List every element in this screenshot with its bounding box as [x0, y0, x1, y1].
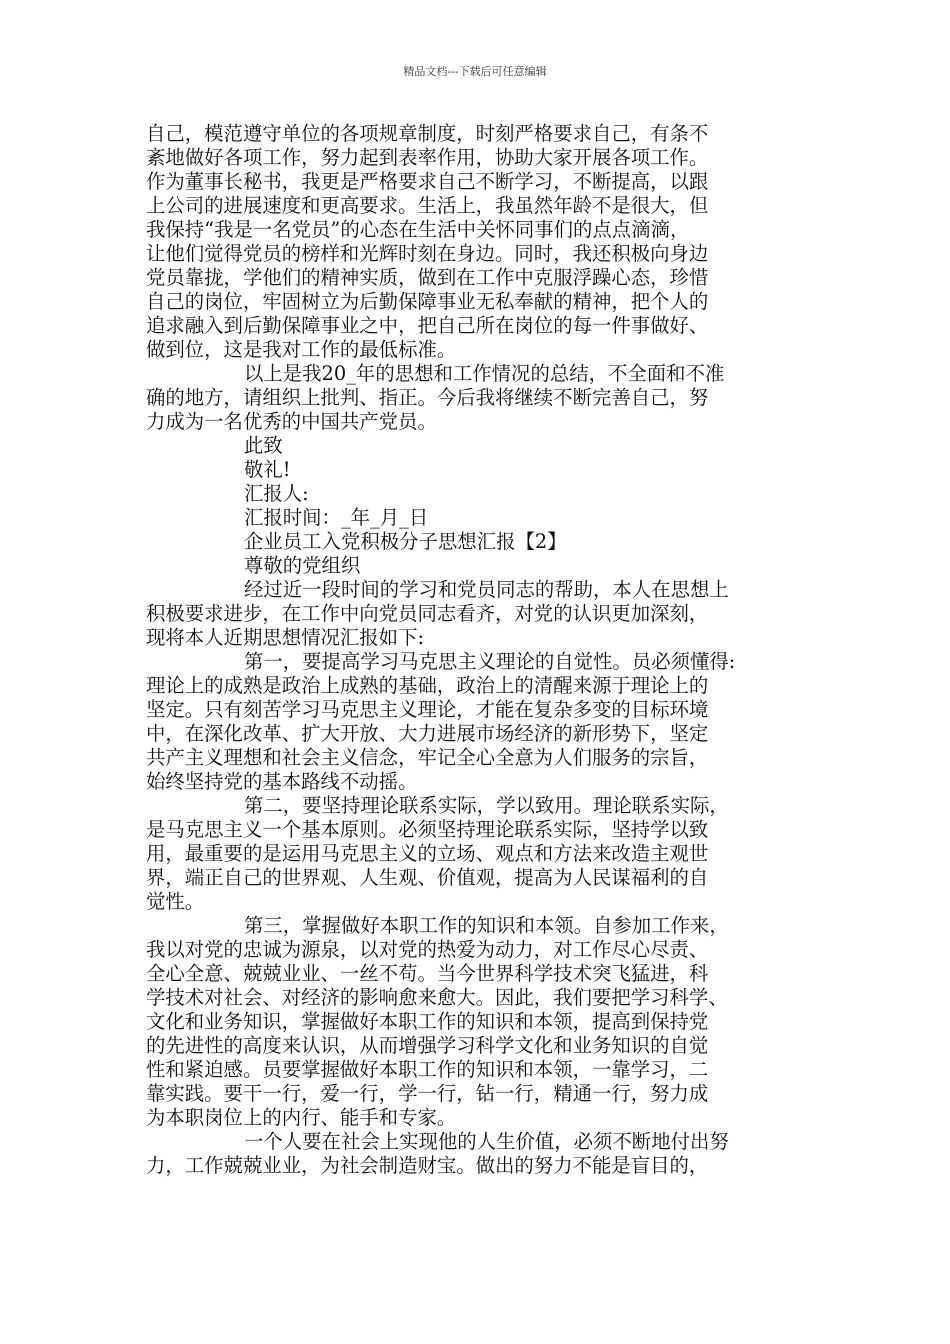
text-line: 党员靠拢，学他们的精神实质，做到在工作中克服浮躁心态，珍惜	[146, 266, 709, 289]
text-line: 共产主义理想和社会主义信念，牢记全心全意为人们服务的宗旨，	[146, 746, 709, 769]
text-line: 学技术对社会、对经济的影响愈来愈大。因此，我们要把学习科学、	[146, 986, 728, 1009]
text-line: 我以对党的忠诚为源泉，以对党的热爱为动力，对工作尽心尽责、	[146, 938, 709, 961]
text-line: 文化和业务知识，掌握做好本职工作的知识和本领，提高到保持党	[146, 1010, 709, 1033]
text-line: 追求融入到后勤保障事业之中，把自己所在岗位的每一件事做好、	[146, 314, 709, 337]
text-line: 性和紧迫感。员要掌握做好本职工作的知识和本领，一靠学习，二	[146, 1058, 709, 1081]
text-line: 界，端正自己的世界观、人生观、价值观，提高为人民谋福利的自	[146, 866, 709, 889]
text-line: 始终坚持党的基本路线不动摇。	[146, 770, 418, 793]
text-line: 以上是我20_年的思想和工作情况的总结，不全面和不准	[244, 362, 725, 385]
text-line: 让他们觉得党员的榜样和光辉时刻在身边。同时，我还积极向身边	[146, 242, 709, 265]
text-line: 我保持“我是一名党员”的心态在生活中关怀同事们的点点滴滴，	[146, 218, 690, 241]
text-line: 一个人要在社会上实现他的人生价值，必须不断地付出努	[244, 1130, 729, 1153]
text-line: 理论上的成熟是政治上成熟的基础，政治上的清醒来源于理论上的	[146, 674, 709, 697]
text-line: 作为董事长秘书，我更是严格要求自己不断学习，不断提高，以跟	[146, 170, 709, 193]
text-line: 自己的岗位，牢固树立为后勤保障事业无私奉献的精神，把个人的	[146, 290, 709, 313]
text-line: 觉性。	[146, 890, 205, 913]
text-line: 力，工作兢兢业业，为社会制造财宝。做出的努力不能是盲目的，	[146, 1154, 709, 1177]
page-header: 精品文档---下载后可任意编辑	[403, 65, 547, 78]
text-line: 全心全意、兢兢业业、一丝不苟。当今世界科学技术突飞猛进，科	[146, 962, 709, 985]
text-line: 坚定。只有刻苦学习马克思主义理论，才能在复杂多变的目标环境	[146, 698, 709, 721]
text-line: 力成为一名优秀的中国共产党员。	[146, 410, 437, 433]
text-line: 第三，掌握做好本职工作的知识和本领。自参加工作来，	[244, 914, 729, 937]
text-line: 企业员工入党积极分子思想汇报【2】	[244, 530, 567, 553]
text-line: 敬礼!	[244, 458, 291, 481]
text-line: 上公司的进展速度和更高要求。生活上，我虽然年龄不是很大，但	[146, 194, 709, 217]
text-line: 为本职岗位上的内行、能手和专家。	[146, 1106, 457, 1129]
text-line: 积极要求进步，在工作中向党员同志看齐，对党的认识更加深刻，	[146, 602, 709, 625]
text-line: 经过近一段时间的学习和党员同志的帮助，本人在思想上	[244, 578, 729, 601]
text-line: 靠实践。要干一行，爱一行，学一行，钻一行，精通一行，努力成	[146, 1082, 709, 1105]
text-line: 汇报人:	[244, 482, 309, 505]
text-line: 尊敬的党组织	[244, 554, 361, 577]
text-line: 现将本人近期思想情况汇报如下:	[146, 626, 425, 649]
text-line: 中，在深化改革、扩大开放、大力进展市场经济的新形势下，坚定	[146, 722, 709, 745]
text-line: 自己，模范遵守单位的各项规章制度，时刻严格要求自己，有条不	[146, 122, 709, 145]
text-line: 是马克思主义一个基本原则。必须坚持理论联系实际，坚持学以致	[146, 818, 709, 841]
text-line: 做到位，这是我对工作的最低标准。	[146, 338, 457, 361]
text-line: 确的地方，请组织上批判、指正。今后我将继续不断完善自己，努	[146, 386, 709, 409]
text-line: 第一，要提高学习马克思主义理论的自觉性。员必须懂得:	[244, 650, 736, 673]
text-line: 第二，要坚持理论联系实际，学以致用。理论联系实际，	[244, 794, 729, 817]
text-line: 此致	[244, 434, 283, 457]
document-body	[146, 122, 806, 1178]
text-line: 的先进性的高度来认识，从而增强学习科学文化和业务知识的自觉	[146, 1034, 709, 1057]
text-line: 紊地做好各项工作，努力起到表率作用，协助大家开展各项工作。	[146, 146, 709, 169]
text-line: 用，最重要的是运用马克思主义的立场、观点和方法来改造主观世	[146, 842, 709, 865]
text-line: 汇报时间：_年_月_日	[244, 506, 429, 529]
